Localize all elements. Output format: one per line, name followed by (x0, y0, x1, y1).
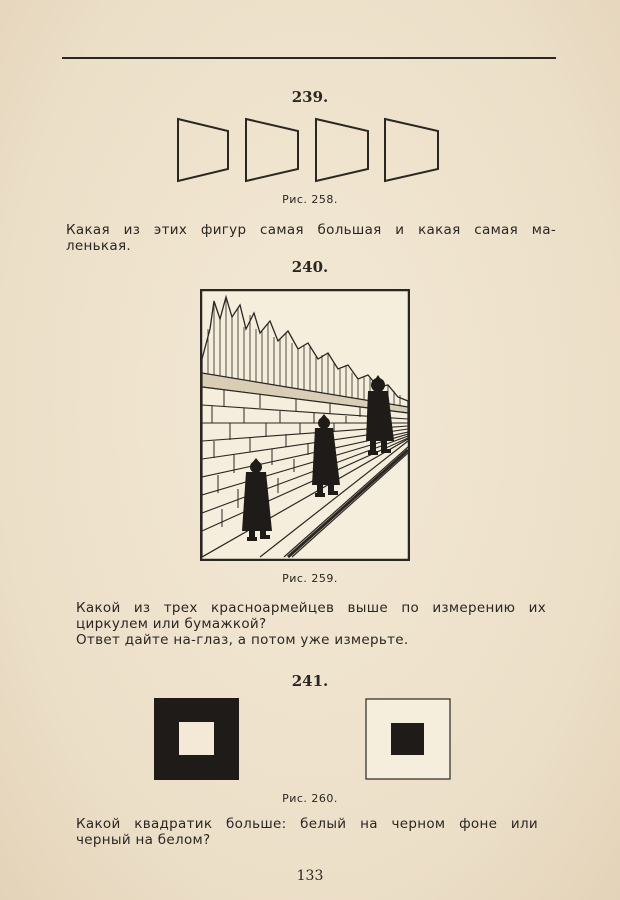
question-241-line-2: черный на белом? (76, 832, 211, 848)
white-square-on-black (154, 698, 239, 780)
question-239-line-2: ленькая. (66, 238, 131, 254)
figure-260-squares (0, 695, 620, 785)
question-240-line-2: циркулем или бумажкой? (76, 616, 267, 632)
question-241-line-1: Какой квадратик больше: белый на черном фоне или (76, 816, 538, 832)
caption-259: Рис. 259. (282, 572, 338, 585)
black-square-on-white (366, 699, 450, 779)
problem-241-number: 241. (291, 672, 329, 690)
trapezoid-1 (178, 119, 228, 181)
trapezoid-3 (316, 119, 368, 181)
problem-239-number: 239. (291, 88, 329, 106)
caption-260: Рис. 260. (282, 792, 338, 805)
page-number: 133 (296, 868, 324, 884)
question-240-line-3: Ответ дайте на-глаз, а потом уже измерьте. (76, 632, 409, 648)
top-rule (62, 57, 556, 59)
figure-258-trapezoids (0, 115, 620, 185)
question-239 (66, 222, 556, 254)
figure-259-soldiers-illustration (200, 289, 410, 561)
question-240 (76, 600, 546, 648)
trapezoid-2 (246, 119, 298, 181)
problem-240-number: 240. (291, 258, 329, 276)
trapezoid-4 (385, 119, 438, 181)
question-240-line-1: Какой из трех красноармейцев выше по измерению их (76, 600, 546, 616)
question-241 (76, 816, 538, 848)
caption-258: Рис. 258. (282, 193, 338, 206)
question-239-line-1: Какая из этих фигур самая большая и какая самая ма- (66, 222, 556, 238)
